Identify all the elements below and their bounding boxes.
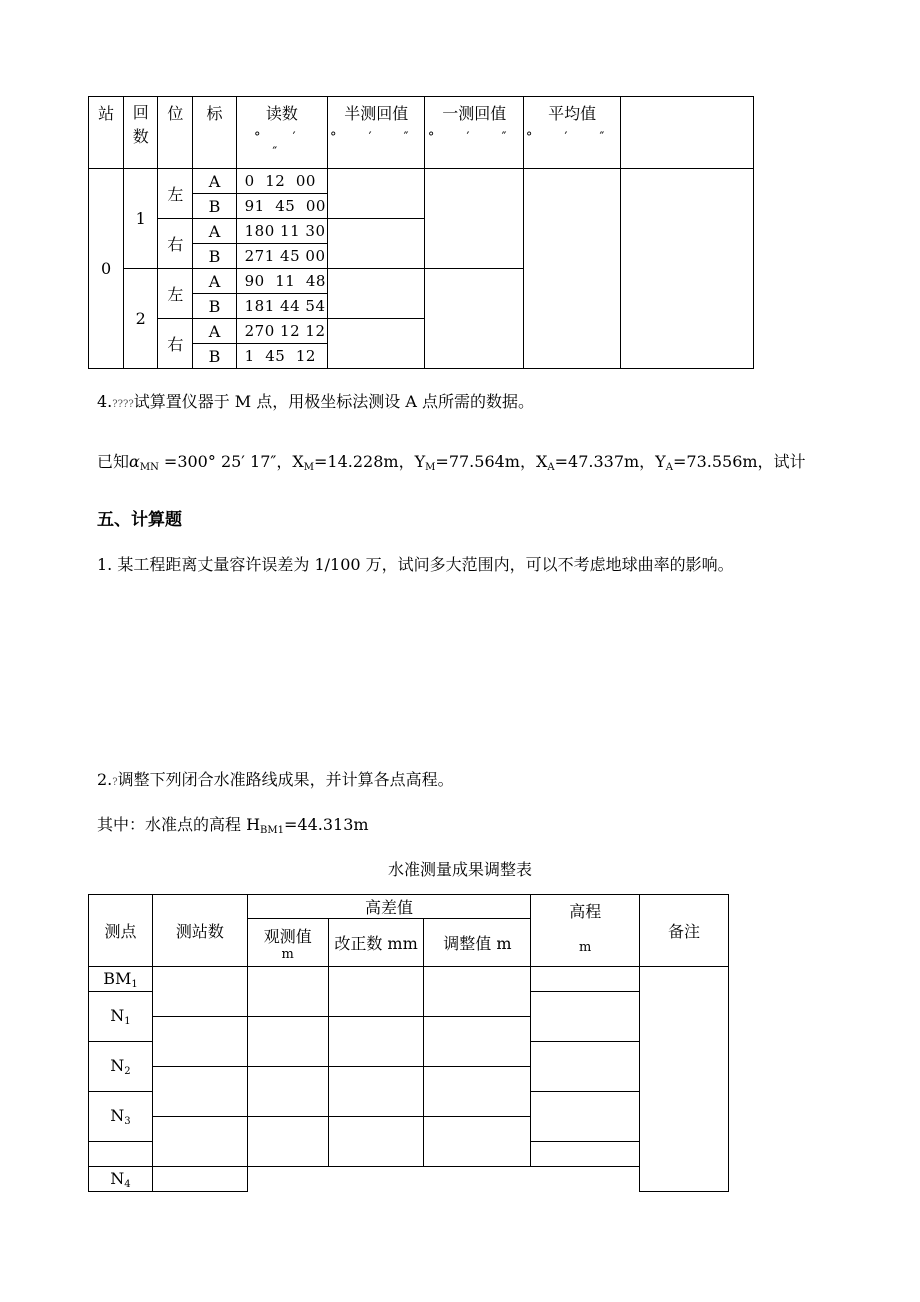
stations-cell: [152, 1117, 247, 1167]
half-round-cell: [328, 219, 425, 269]
header-remark: 备注: [640, 895, 729, 967]
correction-cell: [328, 1117, 424, 1167]
section-5-title: 五、计算题: [97, 510, 182, 530]
reading-cell: 181 44 54: [236, 294, 327, 319]
point-cell: $N_1$: [89, 992, 153, 1042]
half-round-cell: [328, 269, 425, 319]
round-cell: 2: [124, 269, 158, 369]
point-cell: $N_2$: [89, 1042, 153, 1092]
one-round-cell: [425, 169, 523, 269]
reading-cell: 0 12 00: [236, 169, 327, 194]
correction-cell: [328, 967, 424, 1017]
question-2: 2.?调整下列闭合水准路线成果，并计算各点高程。: [97, 770, 454, 789]
target-cell: B: [193, 194, 236, 219]
point-cell: $N_4$: [89, 1167, 153, 1192]
header-target: 标: [193, 97, 236, 169]
point-cell: [89, 1142, 153, 1167]
half-round-cell: [328, 319, 425, 369]
header-round: 回 数: [124, 97, 158, 169]
reading-cell: 180 11 30: [236, 219, 327, 244]
header-correction: 改正数 mm: [328, 919, 424, 967]
table2-title: 水准测量成果调整表: [387, 860, 532, 879]
correction-cell: [328, 1017, 424, 1067]
target-cell: A: [193, 219, 236, 244]
adjusted-cell: [424, 1117, 531, 1167]
elevation-cell: [531, 1142, 640, 1167]
question-1: 1. 某工程距离丈量容许误差为 1/100 万，试问多大范围内，可以不考虑地球曲率的影响。: [97, 555, 734, 574]
blank-cell: [621, 169, 754, 369]
target-cell: B: [193, 244, 236, 269]
header-one-round: 一测回值 ° ′ ″: [425, 97, 523, 169]
elevation-cell: [531, 1092, 640, 1142]
observed-cell: [247, 1117, 328, 1167]
remark-cell: [640, 967, 729, 1192]
header-adjusted: 调整值 m: [424, 919, 531, 967]
half-round-cell: [328, 169, 425, 219]
position-cell: 右: [158, 319, 193, 369]
target-cell: A: [193, 269, 236, 294]
observed-cell: [247, 1067, 328, 1117]
position-cell: 左: [158, 269, 193, 319]
elevation-cell: [152, 1167, 247, 1192]
reading-cell: 91 45 00: [236, 194, 327, 219]
elevation-cell: [531, 1042, 640, 1092]
observed-cell: [247, 1017, 328, 1067]
angle-observation-table: [88, 96, 754, 369]
header-observed: 观测值 m: [247, 919, 328, 967]
reading-cell: 271 45 00: [236, 244, 327, 269]
stations-cell: [152, 967, 247, 1017]
adjusted-cell: [424, 1067, 531, 1117]
stations-cell: [152, 1067, 247, 1117]
leveling-adjustment-table: [88, 894, 729, 1192]
elevation-cell: [531, 992, 640, 1042]
question-4: 4.????试算置仪器于 M 点，用极坐标法测设 A 点所需的数据。: [97, 392, 535, 411]
header-reading: 读数 ° ′ ″: [236, 97, 327, 169]
position-cell: 右: [158, 219, 193, 269]
header-elevation: 高程 m: [531, 895, 640, 967]
elevation-cell: [531, 967, 640, 992]
header-station: 站: [89, 97, 124, 169]
known-values: 已知$\alpha_{MN} =300^\circ$ 25′ 17″，$X_M=14.228m$，$Y_M=77.564m$，$X_A=47.337m$，$Y_A=73.556m$，试计: [97, 452, 806, 473]
target-cell: A: [193, 319, 236, 344]
benchmark-elevation: 其中：水准点的高程 $H_{BM1}=44.313m$: [97, 815, 369, 836]
target-cell: B: [193, 294, 236, 319]
round-cell: 1: [124, 169, 158, 269]
adjusted-cell: [424, 967, 531, 1017]
header-average: 平均值 ° ′ ″: [523, 97, 620, 169]
target-cell: A: [193, 169, 236, 194]
reading-cell: 1 45 12: [236, 344, 327, 369]
header-height-diff: 高差值: [247, 895, 531, 919]
stations-cell: [152, 1017, 247, 1067]
position-cell: 左: [158, 169, 193, 219]
point-cell: $BM_1$: [89, 967, 153, 992]
header-half-round: 半测回值 ° ′ ″: [328, 97, 425, 169]
header-position: 位: [158, 97, 193, 169]
target-cell: B: [193, 344, 236, 369]
header-blank: [621, 97, 754, 169]
point-cell: $N_3$: [89, 1092, 153, 1142]
correction-cell: [328, 1067, 424, 1117]
one-round-cell: [425, 269, 523, 369]
station-cell: 0: [89, 169, 124, 369]
average-cell: [523, 169, 620, 369]
adjusted-cell: [424, 1017, 531, 1067]
header-stations: 测站数: [152, 895, 247, 967]
reading-cell: 90 11 48: [236, 269, 327, 294]
observed-cell: [247, 967, 328, 1017]
header-point: 测点: [89, 895, 153, 967]
reading-cell: 270 12 12: [236, 319, 327, 344]
